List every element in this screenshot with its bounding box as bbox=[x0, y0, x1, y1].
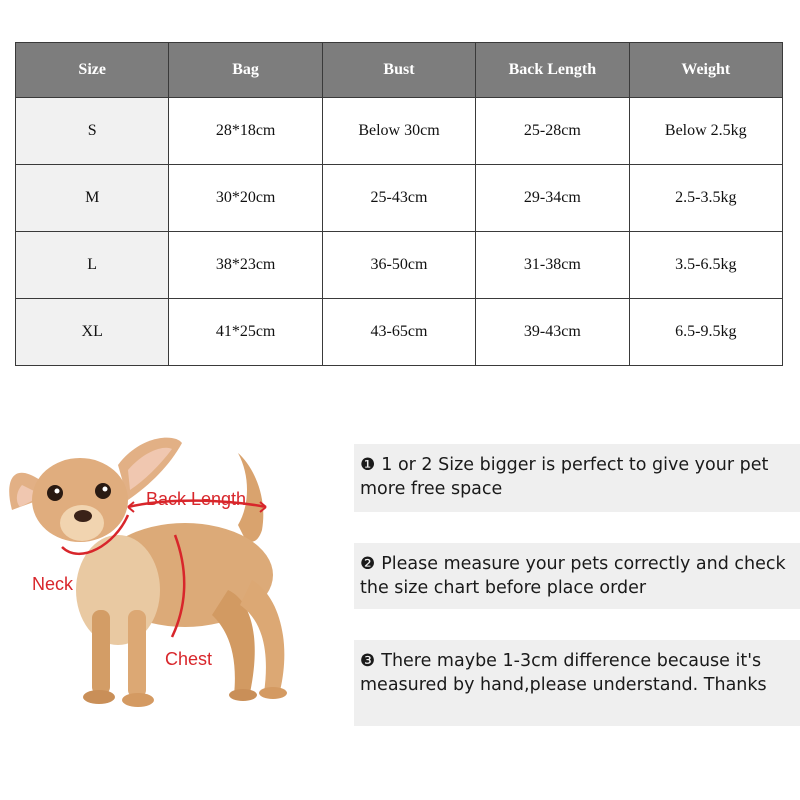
bust-cell: Below 30cm bbox=[322, 98, 475, 165]
dog-measurement-illustration bbox=[0, 425, 320, 725]
dog-front-leg-right bbox=[128, 610, 146, 698]
size-cell: XL bbox=[16, 299, 169, 366]
note-1 bbox=[354, 444, 800, 512]
header-weight: Weight bbox=[629, 43, 782, 98]
dog-paw bbox=[229, 689, 257, 701]
size-cell: L bbox=[16, 232, 169, 299]
dog-nose bbox=[74, 510, 92, 522]
dog-eye-glint bbox=[55, 489, 60, 494]
dog-eye-right bbox=[95, 483, 111, 499]
note-2 bbox=[354, 543, 800, 609]
back-length-cell: 29-34cm bbox=[476, 165, 629, 232]
table-header-row bbox=[16, 43, 783, 98]
table-row bbox=[16, 232, 783, 299]
note-3 bbox=[354, 640, 800, 726]
header-back-length: Back Length bbox=[476, 43, 629, 98]
neck-label: Neck bbox=[32, 574, 74, 594]
number-3-icon: ❸ bbox=[360, 651, 376, 671]
chihuahua-illustration bbox=[0, 425, 320, 725]
bust-cell: 36-50cm bbox=[322, 232, 475, 299]
dog-paw bbox=[122, 693, 154, 707]
note-text: There maybe 1-3cm difference because it's measured by hand,please understand. Thanks bbox=[360, 651, 767, 695]
note-text: 1 or 2 Size bigger is perfect to give your pet more free space bbox=[360, 455, 769, 499]
table-row bbox=[16, 165, 783, 232]
back-length-cell: 31-38cm bbox=[476, 232, 629, 299]
weight-cell: Below 2.5kg bbox=[629, 98, 782, 165]
note-text: Please measure your pets correctly and check the size chart before place order bbox=[360, 554, 786, 598]
weight-cell: 2.5-3.5kg bbox=[629, 165, 782, 232]
bag-cell: 38*23cm bbox=[169, 232, 322, 299]
header-bag: Bag bbox=[169, 43, 322, 98]
weight-cell: 6.5-9.5kg bbox=[629, 299, 782, 366]
dog-paw bbox=[83, 690, 115, 704]
dog-paw bbox=[259, 687, 287, 699]
chest-label: Chest bbox=[165, 649, 213, 669]
bust-cell: 43-65cm bbox=[322, 299, 475, 366]
bust-cell: 25-43cm bbox=[322, 165, 475, 232]
dog-front-leg-left bbox=[92, 610, 110, 695]
bag-cell: 28*18cm bbox=[169, 98, 322, 165]
header-size: Size bbox=[16, 43, 169, 98]
back-length-cell: 39-43cm bbox=[476, 299, 629, 366]
size-cell: S bbox=[16, 98, 169, 165]
size-cell: M bbox=[16, 165, 169, 232]
number-2-icon: ❷ bbox=[360, 554, 376, 574]
dog-eye-glint bbox=[103, 487, 108, 492]
number-1-icon: ❶ bbox=[360, 455, 376, 475]
header-bust: Bust bbox=[322, 43, 475, 98]
bag-cell: 41*25cm bbox=[169, 299, 322, 366]
bag-cell: 30*20cm bbox=[169, 165, 322, 232]
back-length-cell: 25-28cm bbox=[476, 98, 629, 165]
table-row bbox=[16, 299, 783, 366]
dog-eye-left bbox=[47, 485, 63, 501]
weight-cell: 3.5-6.5kg bbox=[629, 232, 782, 299]
back-length-label: Back Length bbox=[146, 489, 247, 509]
size-chart-table bbox=[15, 42, 783, 366]
table-row bbox=[16, 98, 783, 165]
